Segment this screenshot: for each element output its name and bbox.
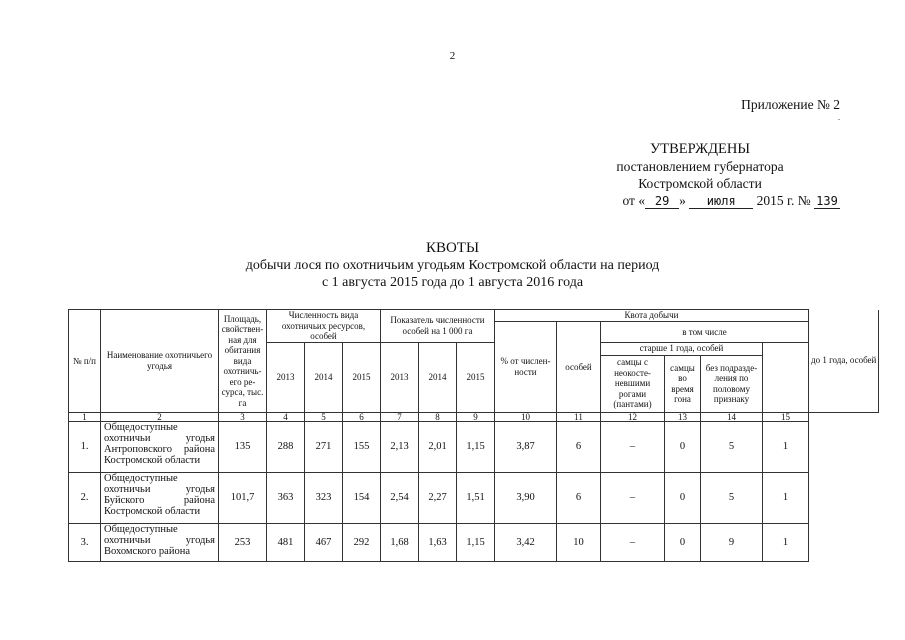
page-number: 2 xyxy=(449,50,456,62)
table-row xyxy=(69,523,879,561)
approval-date-line xyxy=(560,192,840,209)
date-prefix: от « xyxy=(622,193,646,208)
document-title xyxy=(0,240,905,291)
header-pop-2015: 2015 xyxy=(343,342,381,412)
row-pop-2015: 154 xyxy=(343,472,381,523)
decree-number: 139 xyxy=(814,194,840,209)
row-percent: 3,90 xyxy=(495,472,557,523)
row-nosex: 5 xyxy=(701,472,763,523)
row-area: 135 xyxy=(219,421,267,472)
row-area: 101,7 xyxy=(219,472,267,523)
row-pop-2013: 288 xyxy=(267,421,305,472)
row-pop-2013: 481 xyxy=(267,523,305,561)
header-older: старше 1 года, особей xyxy=(601,342,763,355)
header-num: № п/п xyxy=(69,310,101,413)
header-area: Площадь, свойствен-ная для обитания вида охотничь-его ре-сурса, тыс. га xyxy=(219,310,267,413)
row-count: 6 xyxy=(557,421,601,472)
row-pop-2014: 323 xyxy=(305,472,343,523)
date-year: 2015 г. № xyxy=(756,193,811,208)
header-count: особей xyxy=(557,322,601,413)
date-month: июля xyxy=(689,194,753,209)
row-nosex: 9 xyxy=(701,523,763,561)
row-name: Общедоступные охотничьи угодья Вохомского района xyxy=(101,523,219,561)
row-antlers: – xyxy=(601,421,665,472)
row-name: Общедоступные охотничьи угодья Антроповского района Костромской области xyxy=(101,421,219,472)
quota-table xyxy=(68,309,879,562)
row-den-2015: 1,51 xyxy=(457,472,495,523)
row-count: 10 xyxy=(557,523,601,561)
table-row xyxy=(69,472,879,523)
row-young: 1 xyxy=(763,523,809,561)
row-num: 1. xyxy=(69,421,101,472)
header-pop-2014: 2014 xyxy=(305,342,343,412)
appendix-label: Приложение № 2 xyxy=(741,97,840,112)
date-mid: » xyxy=(679,193,686,208)
row-rut: 0 xyxy=(665,523,701,561)
row-percent: 3,42 xyxy=(495,523,557,561)
header-name: Наименование охотничьего угодья xyxy=(101,310,219,413)
table-row xyxy=(69,421,879,472)
row-pop-2014: 467 xyxy=(305,523,343,561)
header-quota: Квота добычи xyxy=(495,310,809,322)
row-young: 1 xyxy=(763,421,809,472)
date-day: 29 xyxy=(645,194,679,209)
row-num: 2. xyxy=(69,472,101,523)
header-population: Численность вида охотничьих ресурсов, особей xyxy=(267,310,381,343)
row-antlers: – xyxy=(601,472,665,523)
header-including: в том числе xyxy=(601,322,809,343)
approval-block: Приложение № 2 . УТВЕРЖДЕНЫ постановлением губернатора Костромской области от « 29 » июля 2015 г. № 139 xyxy=(560,96,840,209)
header-density: Показатель численности особей на 1 000 га xyxy=(381,310,495,343)
header-young: до 1 года, особей xyxy=(809,310,879,413)
row-num: 3. xyxy=(69,523,101,561)
header-den-2013: 2013 xyxy=(381,342,419,412)
row-pop-2013: 363 xyxy=(267,472,305,523)
approved-region: Костромской области xyxy=(638,176,762,191)
row-den-2013: 2,54 xyxy=(381,472,419,523)
approved-label: УТВЕРЖДЕНЫ xyxy=(649,141,751,157)
row-name: Общедоступные охотничьи угодья Буйского района Костромской области xyxy=(101,472,219,523)
row-den-2013: 1,68 xyxy=(381,523,419,561)
row-rut: 0 xyxy=(665,472,701,523)
row-percent: 3,87 xyxy=(495,421,557,472)
title-heading: КВОТЫ xyxy=(425,240,480,256)
row-den-2015: 1,15 xyxy=(457,523,495,561)
header-den-2014: 2014 xyxy=(419,342,457,412)
row-den-2014: 1,63 xyxy=(419,523,457,561)
row-pop-2015: 292 xyxy=(343,523,381,561)
row-nosex: 5 xyxy=(701,421,763,472)
row-count: 6 xyxy=(557,472,601,523)
row-den-2014: 2,27 xyxy=(419,472,457,523)
row-den-2013: 2,13 xyxy=(381,421,419,472)
header-pop-2013: 2013 xyxy=(267,342,305,412)
approved-by: постановлением губернатора xyxy=(616,159,784,174)
row-young: 1 xyxy=(763,472,809,523)
column-numbers-row: 1 2 3 4 5 6 7 8 9 10 11 12 13 14 15 xyxy=(69,412,879,421)
header-den-2015: 2015 xyxy=(457,342,495,412)
row-rut: 0 xyxy=(665,421,701,472)
title-period: с 1 августа 2015 года до 1 августа 2016 года xyxy=(321,275,584,290)
row-den-2015: 1,15 xyxy=(457,421,495,472)
title-subtitle: добычи лося по охотничьим угодьям Костромской области на период xyxy=(245,258,660,273)
header-antlers: самцы с неокосте-невшими рогами (пантами) xyxy=(601,355,665,412)
row-pop-2015: 155 xyxy=(343,421,381,472)
header-nosex: без подразде-ления по половому признаку xyxy=(701,355,763,412)
row-pop-2014: 271 xyxy=(305,421,343,472)
row-den-2014: 2,01 xyxy=(419,421,457,472)
header-rut: самцы во время гона xyxy=(665,355,701,412)
row-antlers: – xyxy=(601,523,665,561)
row-area: 253 xyxy=(219,523,267,561)
header-percent: % от числен-ности xyxy=(495,322,557,413)
